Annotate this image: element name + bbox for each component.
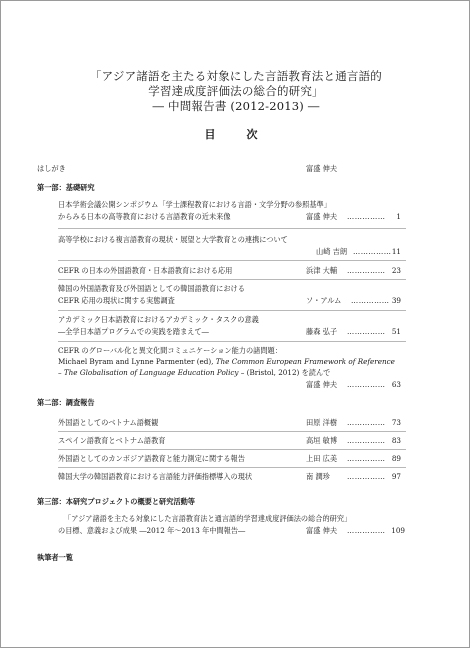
toc-entry-4-line-1[interactable]: 韓国の外国語教育及び外国語としての韓国語教育における <box>58 284 245 293</box>
divider <box>58 449 406 450</box>
part3-heading: 第三部：本研究プロジェクトの概要と研究活動等 <box>37 497 195 506</box>
toc-entry-7-leader: …………… <box>347 418 386 427</box>
toc-entry-11-page: 109 <box>391 526 405 535</box>
toc-entry-5-author: 藤森 弘子 <box>306 327 338 336</box>
part2-heading: 第二部：調査報告 <box>37 398 95 407</box>
toc-entry-11-author: 富盛 伸夫 <box>306 526 338 535</box>
toc-entry-5-leader: …………… <box>347 327 386 336</box>
toc-entry-8-author: 高垣 敏博 <box>306 436 338 445</box>
toc-entry-1-page: 1 <box>396 212 401 221</box>
toc-entry-1-line-2[interactable]: からみる日本の高等教育における言語教育の近未来像 <box>58 212 231 221</box>
toc-entry-4-line-2[interactable]: CEFR 応用の現状に関する実態調査 <box>58 296 175 305</box>
toc-entry-7-line-1[interactable]: 外国語としてのベトナム語概観 <box>58 418 159 427</box>
toc-entry-11-leader: …………… <box>347 526 386 535</box>
toc-entry-1-author: 富盛 伸夫 <box>306 212 338 221</box>
toc-entry-3-page: 23 <box>391 266 401 275</box>
divider <box>58 228 406 229</box>
toc-entry-3-author: 浜津 大輔 <box>306 266 338 275</box>
toc-entry-7-author: 田原 洋樹 <box>306 418 338 427</box>
divider <box>58 260 406 261</box>
toc-entry-3-leader: …………… <box>347 266 386 275</box>
divider <box>58 467 406 468</box>
divider <box>58 341 406 342</box>
toc-entry-9-leader: …………… <box>347 454 386 463</box>
toc-entry-10-leader: …………… <box>347 472 386 481</box>
toc-entry-10-line-1[interactable]: 韓国大学の韓国語教育における言語能力評価指標導入の現状 <box>58 472 253 481</box>
toc-entry-3-line-1[interactable]: CEFR の日本の外国語教育・日本語教育における応用 <box>58 266 233 275</box>
divider <box>58 279 406 280</box>
toc-entry-2-author: 山崎 吉朗 <box>316 247 348 256</box>
toc-entry-4-author: ソ・アルム <box>306 296 342 305</box>
toc-entry-6-leader: …………… <box>347 380 386 389</box>
toc-entry-6-line-1[interactable]: CEFR のグローバル化と異文化間コミュニケーション能力の諸問題： <box>58 346 282 355</box>
toc-entry-5-line-1[interactable]: アカデミック日本語教育におけるアカデミック・タスクの意義 <box>58 315 259 324</box>
toc-entry-5-line-2[interactable]: ―全学日本語プログラムでの実践を踏まえて― <box>58 327 209 336</box>
toc-entry-9-page: 89 <box>391 454 401 463</box>
toc-preface-author: 富盛 伸夫 <box>306 164 338 173</box>
toc-preface-title[interactable]: はしがき <box>37 164 66 173</box>
toc-entry-10-author: 南 潤珍 <box>306 472 330 481</box>
toc-entry-6-author: 富盛 伸夫 <box>306 380 338 389</box>
toc-entry-6-line-3[interactable]: – The Globalisation of Language Education Policy – (Bristol, 2012) を読んで <box>58 368 331 377</box>
report-title-line-2: 学習達成度評価法の総合的研究」 <box>148 84 324 98</box>
toc-entry-5-page: 51 <box>391 327 401 336</box>
toc-entry-4-page: 39 <box>391 296 401 305</box>
part1-heading: 第一部：基礎研究 <box>37 183 95 192</box>
toc-entry-10-page: 97 <box>391 472 401 481</box>
toc-entry-6-line-2[interactable]: Michael Byram and Lynne Parmenter (ed), The Common European Framework of Reference <box>58 357 395 366</box>
toc-entry-8-page: 83 <box>391 436 401 445</box>
toc-entry-11-line-2[interactable]: の目標、意義および成果 ―2012 年～2013 年中間報告― <box>58 526 246 535</box>
toc-heading: 目 次 <box>204 128 268 141</box>
toc-entry-1-leader: …………… <box>347 212 386 221</box>
toc-entry-4-leader: …………… <box>351 296 390 305</box>
toc-entry-2-page: 11 <box>391 247 401 256</box>
contributors-heading[interactable]: 執筆者一覧 <box>37 553 73 562</box>
divider <box>58 431 406 432</box>
toc-entry-2-line-1[interactable]: 高等学校における複言語教育の現状・展望と大学教育との連携について <box>58 235 288 244</box>
toc-entry-2-leader: …………… <box>353 247 392 256</box>
toc-entry-8-leader: …………… <box>347 436 386 445</box>
toc-entry-1-line-1[interactable]: 日本学術会議公開シンポジウム「学士課程教育における言語・文学分野の参照基準」 <box>58 200 331 209</box>
toc-entry-9-line-1[interactable]: 外国語としてのカンボジア語教育と能力測定に関する報告 <box>58 454 245 463</box>
toc-entry-9-author: 上田 広美 <box>306 454 338 463</box>
report-title-line-1: 「アジア諸語を主たる対象にした言語教育法と通言語的 <box>89 69 383 83</box>
divider <box>58 310 406 311</box>
report-subtitle: ― 中間報告書 (2012-2013) ― <box>152 99 320 113</box>
toc-entry-8-line-1[interactable]: スペイン語教育とベトナム語教育 <box>58 436 166 445</box>
toc-entry-11-line-1[interactable]: 「アジア諸語を主たる対象にした言語教育法と通言語的学習達成度評価法の総合的研究」 <box>64 514 352 523</box>
toc-entry-7-page: 73 <box>391 418 401 427</box>
toc-entry-6-page: 63 <box>391 380 401 389</box>
